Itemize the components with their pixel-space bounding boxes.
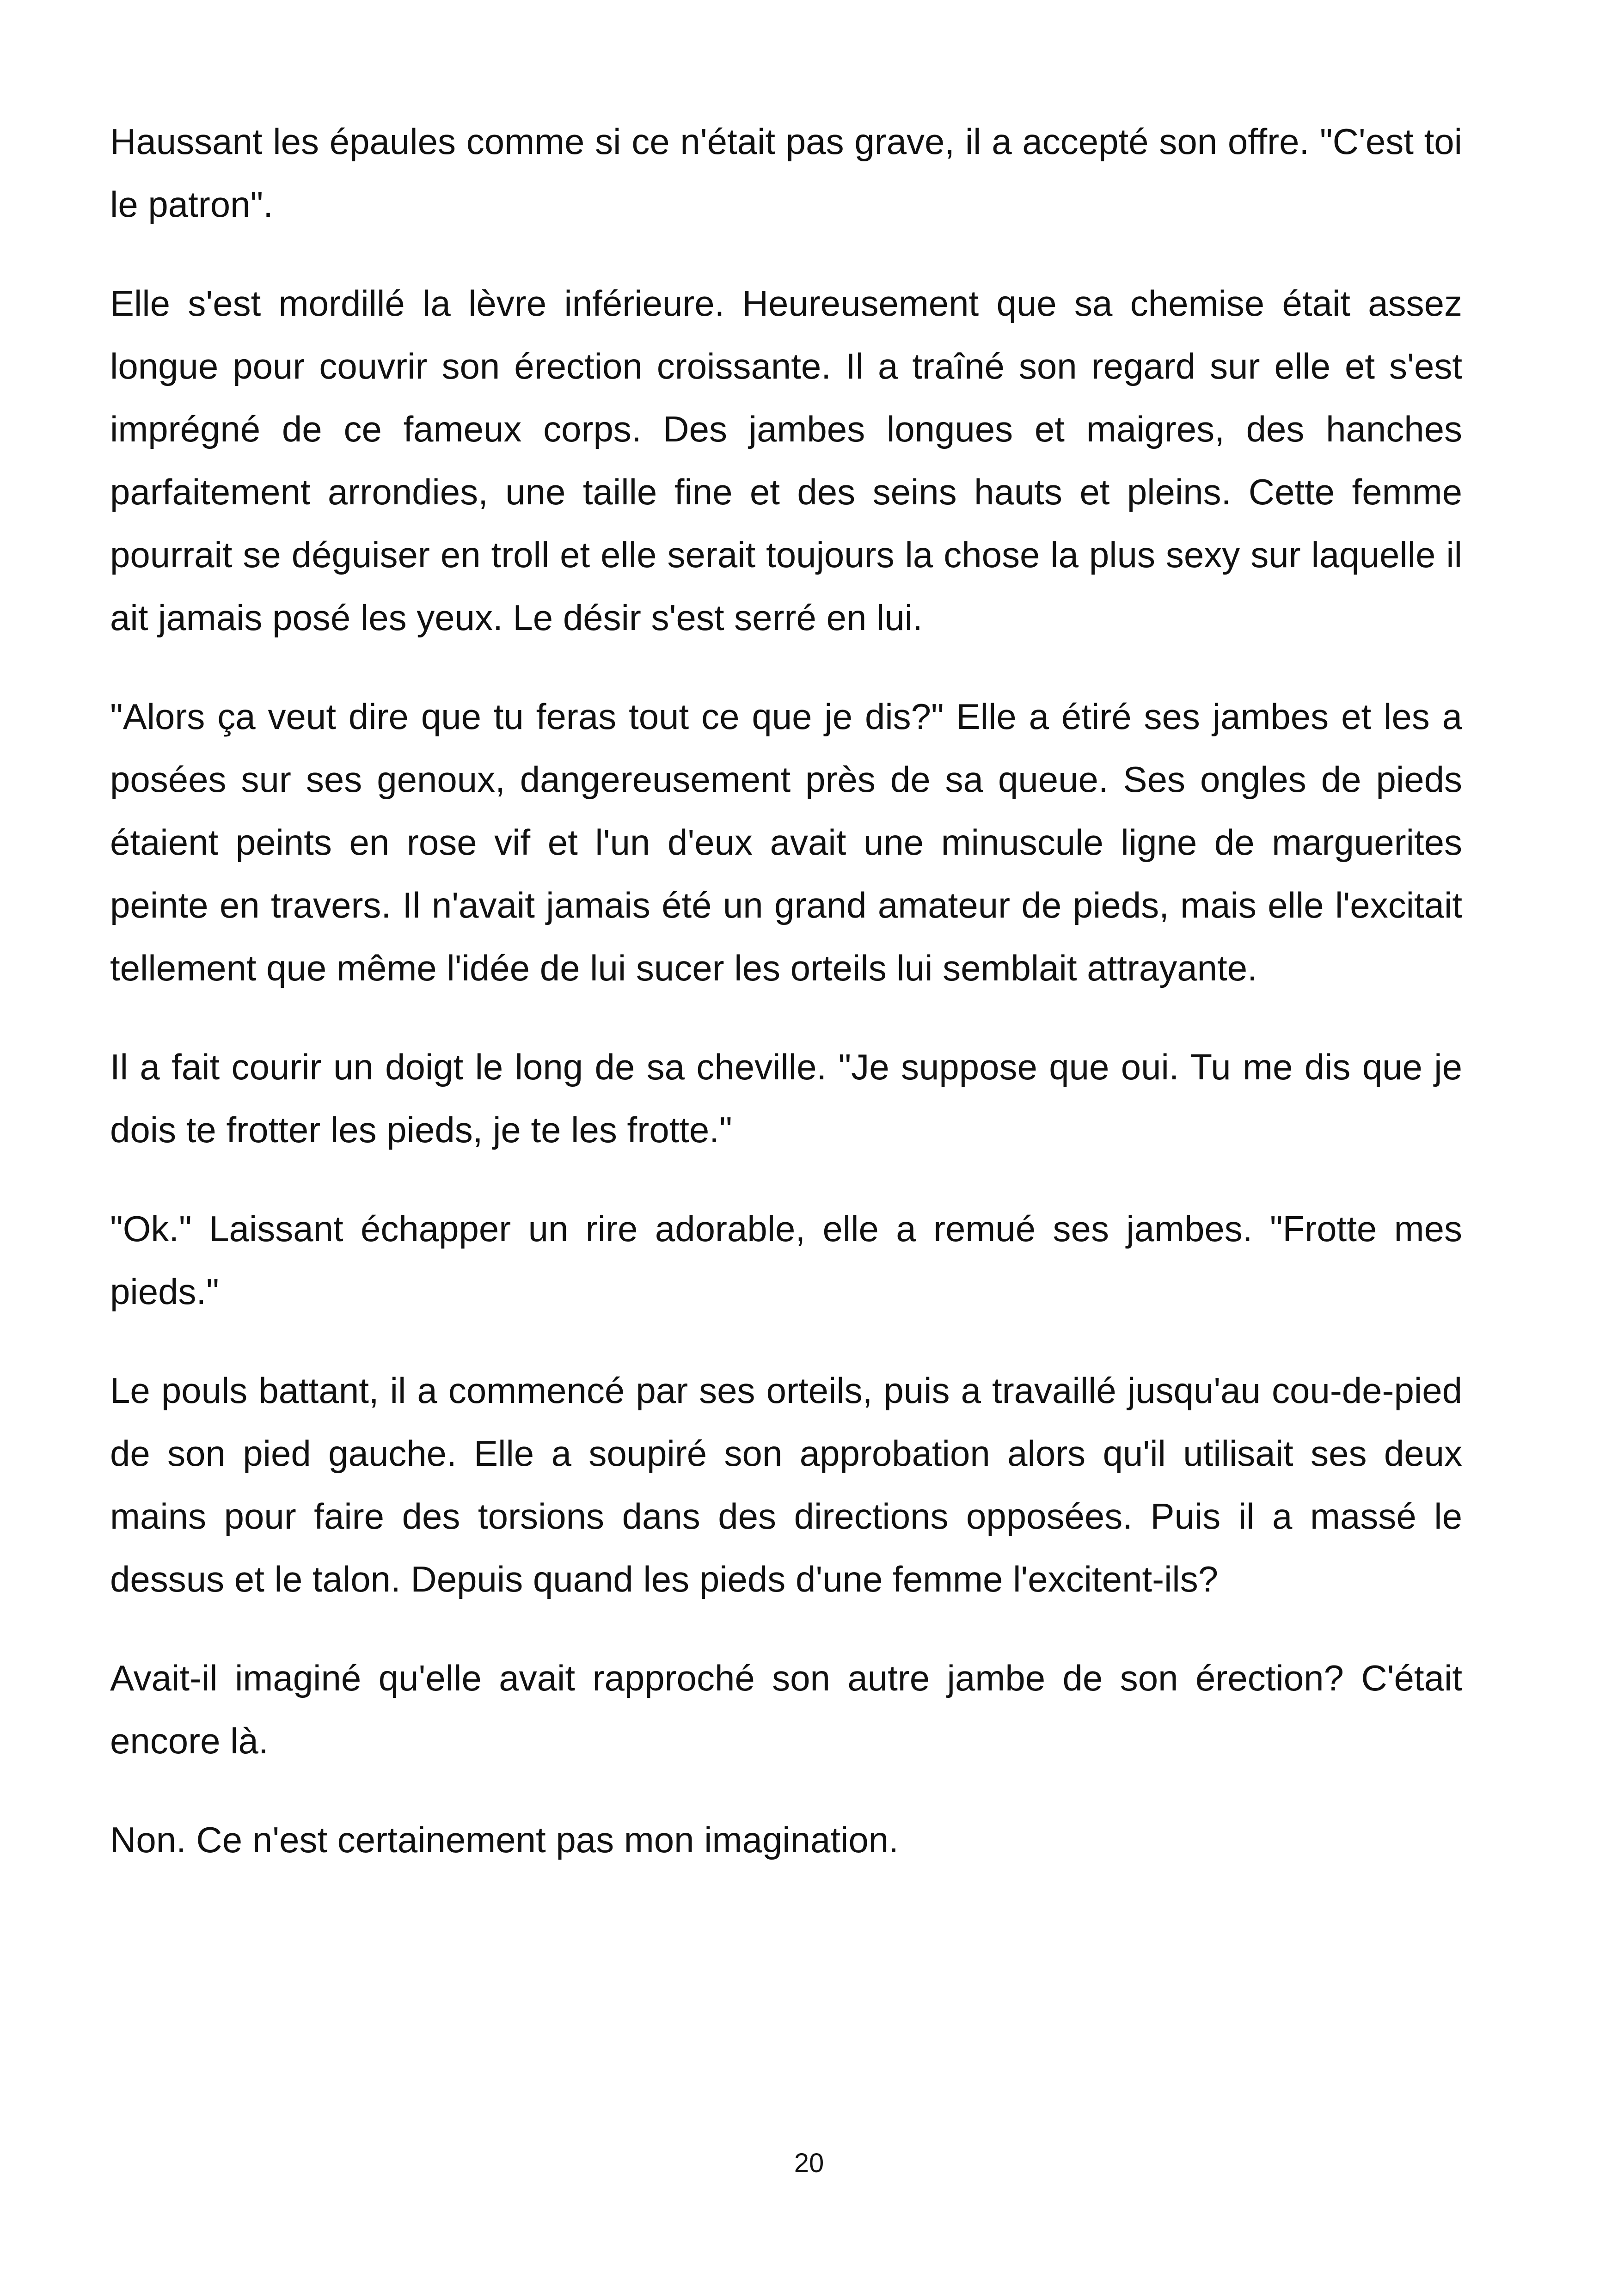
paragraph: Il a fait courir un doigt le long de sa cheville. "Je suppose que oui. Tu me dis que je dois te frotter les pieds, je te les frotte."	[110, 1047, 1462, 1150]
paragraph: Avait-il imaginé qu'elle avait rapproché son autre jambe de son érection? C'était encore là.	[110, 1658, 1462, 1761]
paragraph: Le pouls battant, il a commencé par ses orteils, puis a travaillé jusqu'au cou-de-pied de son pied gauche. Elle a soupiré son approbation alors qu'il utilisait ses deux mains pour faire des torsions dans des directions opposées. Puis il a massé le dessus et le talon. Depuis quand les pieds d'une femme l'excitent-ils?	[110, 1370, 1462, 1599]
paragraph: "Ok." Laissant échapper un rire adorable, elle a remué ses jambes. "Frotte mes pieds."	[110, 1208, 1462, 1312]
paragraph: Haussant les épaules comme si ce n'était pas grave, il a accepté son offre. "C'est toi le patron".	[110, 121, 1462, 225]
paragraph: "Alors ça veut dire que tu feras tout ce que je dis?" Elle a étiré ses jambes et les a posées sur ses genoux, dangereusement près de sa queue. Ses ongles de pieds étaient peints en rose vif et l'un d'eux avait une minuscule ligne de marguerites peinte en travers. Il n'avait jamais été un grand amateur de pieds, mais elle l'excitait tellement que même l'idée de lui sucer les orteils lui semblait attrayante.	[110, 696, 1462, 988]
paragraph: Elle s'est mordillé la lèvre inférieure. Heureusement que sa chemise était assez longue pour couvrir son érection croissante. Il a traîné son regard sur elle et s'est imprégné de ce fameux corps. Des jambes longues et maigres, des hanches parfaitement arrondies, une taille fine et des seins hauts et pleins. Cette femme pourrait se déguiser en troll et elle serait toujours la chose la plus sexy sur laquelle il ait jamais posé les yeux. Le désir s'est serré en lui.	[110, 283, 1462, 638]
paragraph: Non. Ce n'est certainement pas mon imagination.	[110, 1819, 899, 1860]
page-number: 20	[794, 2148, 824, 2178]
body-text	[110, 110, 1462, 1907]
